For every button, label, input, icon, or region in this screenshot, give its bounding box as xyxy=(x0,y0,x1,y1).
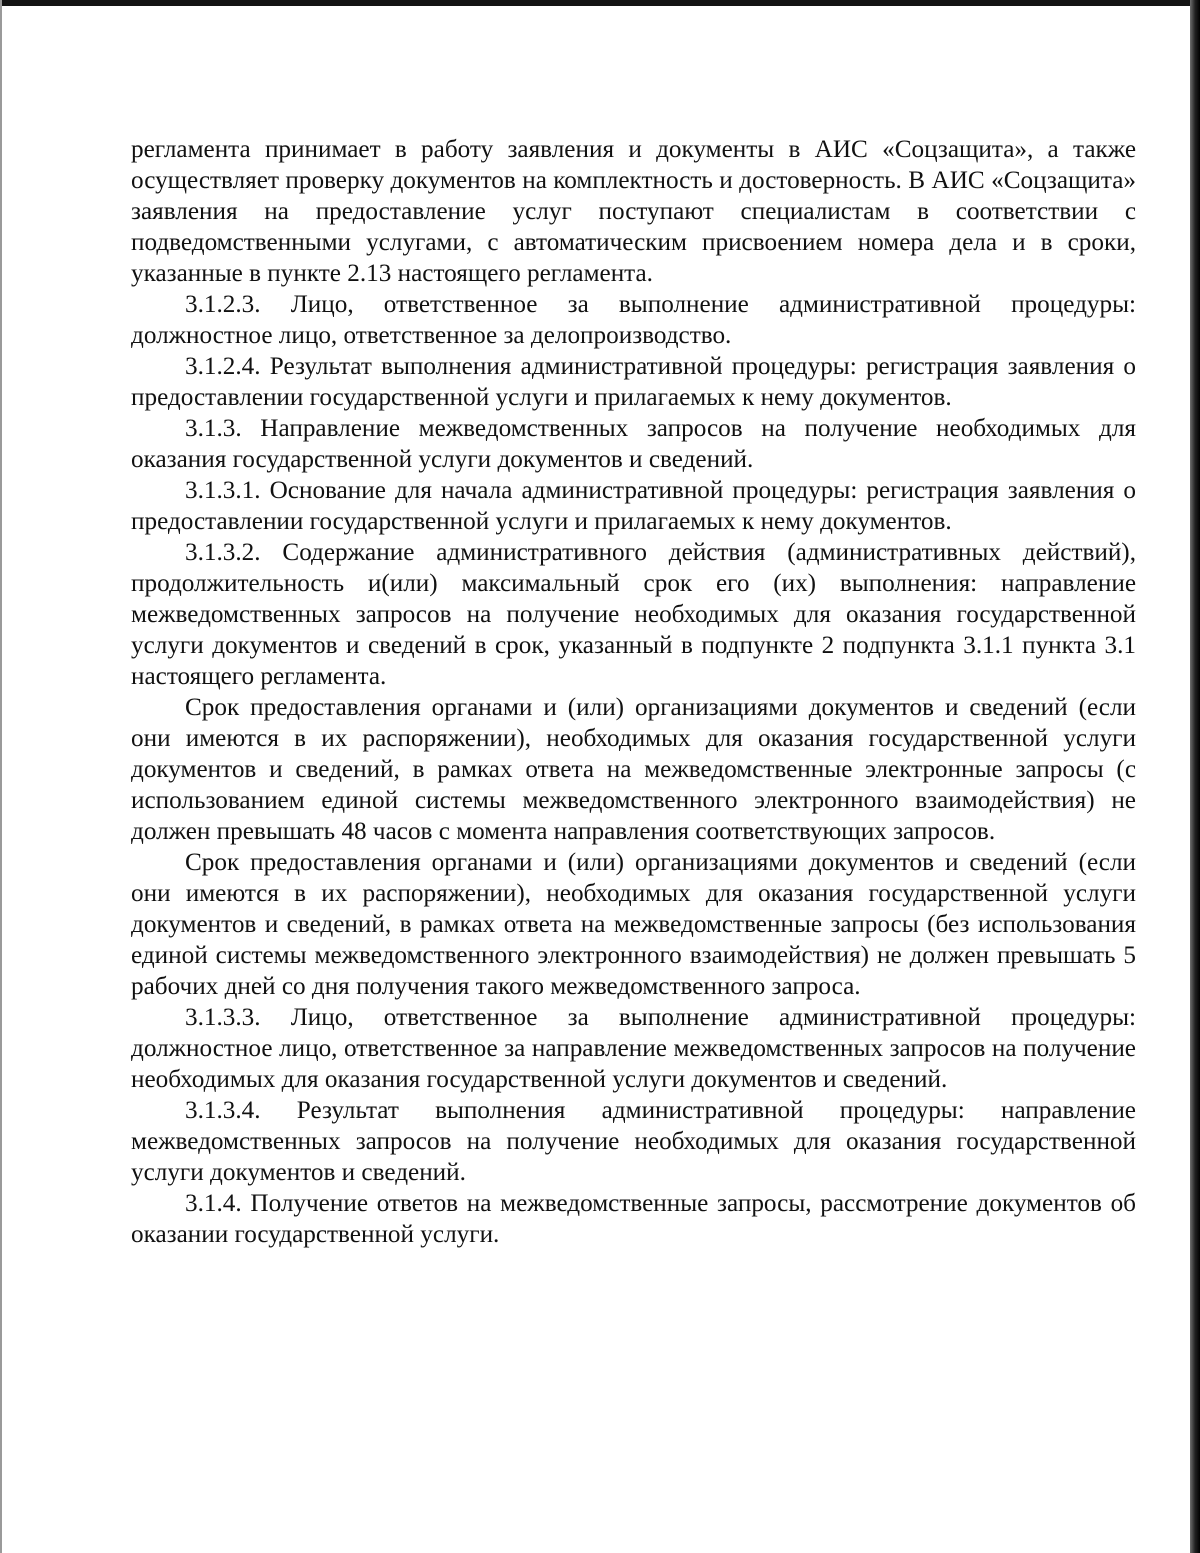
paragraph-3-1-3-2: 3.1.3.2. Содержание административного действия (административных действий), продолжительность и(или) максимальный срок его (их) выполнения: направление межведомственных запросов на получение необходимых для оказания государственной услуги документов и сведений в срок, указанный в подпункте 2 подпункта 3.1.1 пункта 3.1 настоящего регламента. xyxy=(131,539,1136,690)
document-body xyxy=(131,134,1136,1250)
paragraph-3-1-3-3: 3.1.3.3. Лицо, ответственное за выполнение административной процедуры: должностное лицо, ответственное за направление межведомственных запросов на получение необходимых для оказания государственной услуги документов и сведений. xyxy=(131,1004,1136,1093)
paragraph-non-electronic-deadline: Срок предоставления органами и (или) организациями документов и сведений (если они имеются в их распоряжении), необходимых для оказания государственной услуги документов и сведений, в рамках ответа на межведомственные запросы (без использования единой системы межведомственного электронного взаимодействия) не должен превышать 5 рабочих дней со дня получения такого межведомственного запроса. xyxy=(131,849,1136,1000)
paragraph-3-1-3-4: 3.1.3.4. Результат выполнения административной процедуры: направление межведомственных запросов на получение необходимых для оказания государственной услуги документов и сведений. xyxy=(131,1097,1136,1186)
paragraph-3-1-2-4: 3.1.2.4. Результат выполнения административной процедуры: регистрация заявления о предоставлении государственной услуги и прилагаемых к нему документов. xyxy=(131,353,1136,411)
paragraph-3-1-3: 3.1.3. Направление межведомственных запросов на получение необходимых для оказания государственной услуги документов и сведений. xyxy=(131,415,1136,473)
scan-edge-right xyxy=(1190,0,1200,1553)
scan-edge-left xyxy=(0,0,2,1553)
scan-edge-top xyxy=(0,0,1200,6)
paragraph-continuation: регламента принимает в работу заявления и документы в АИС «Соцзащита», а также осуществляет проверку документов на комплектность и достоверность. В АИС «Соцзащита» заявления на предоставление услуг поступают специалистам в соответствии с подведомственными услугами, с автоматическим присвоением номера дела и в сроки, указанные в пункте 2.13 настоящего регламента. xyxy=(131,136,1136,287)
paragraph-3-1-2-3: 3.1.2.3. Лицо, ответственное за выполнение административной процедуры: должностное лицо, ответственное за делопроизводство. xyxy=(131,291,1136,349)
paragraph-electronic-deadline: Срок предоставления органами и (или) организациями документов и сведений (если они имеются в их распоряжении), необходимых для оказания государственной услуги документов и сведений, в рамках ответа на межведомственные электронные запросы (с использованием единой системы межведомственного электронного взаимодействия) не должен превышать 48 часов с момента направления соответствующих запросов. xyxy=(131,694,1136,845)
paragraph-3-1-4: 3.1.4. Получение ответов на межведомственные запросы, рассмотрение документов об оказании государственной услуги. xyxy=(131,1190,1136,1248)
paragraph-3-1-3-1: 3.1.3.1. Основание для начала административной процедуры: регистрация заявления о предоставлении государственной услуги и прилагаемых к нему документов. xyxy=(131,477,1136,535)
